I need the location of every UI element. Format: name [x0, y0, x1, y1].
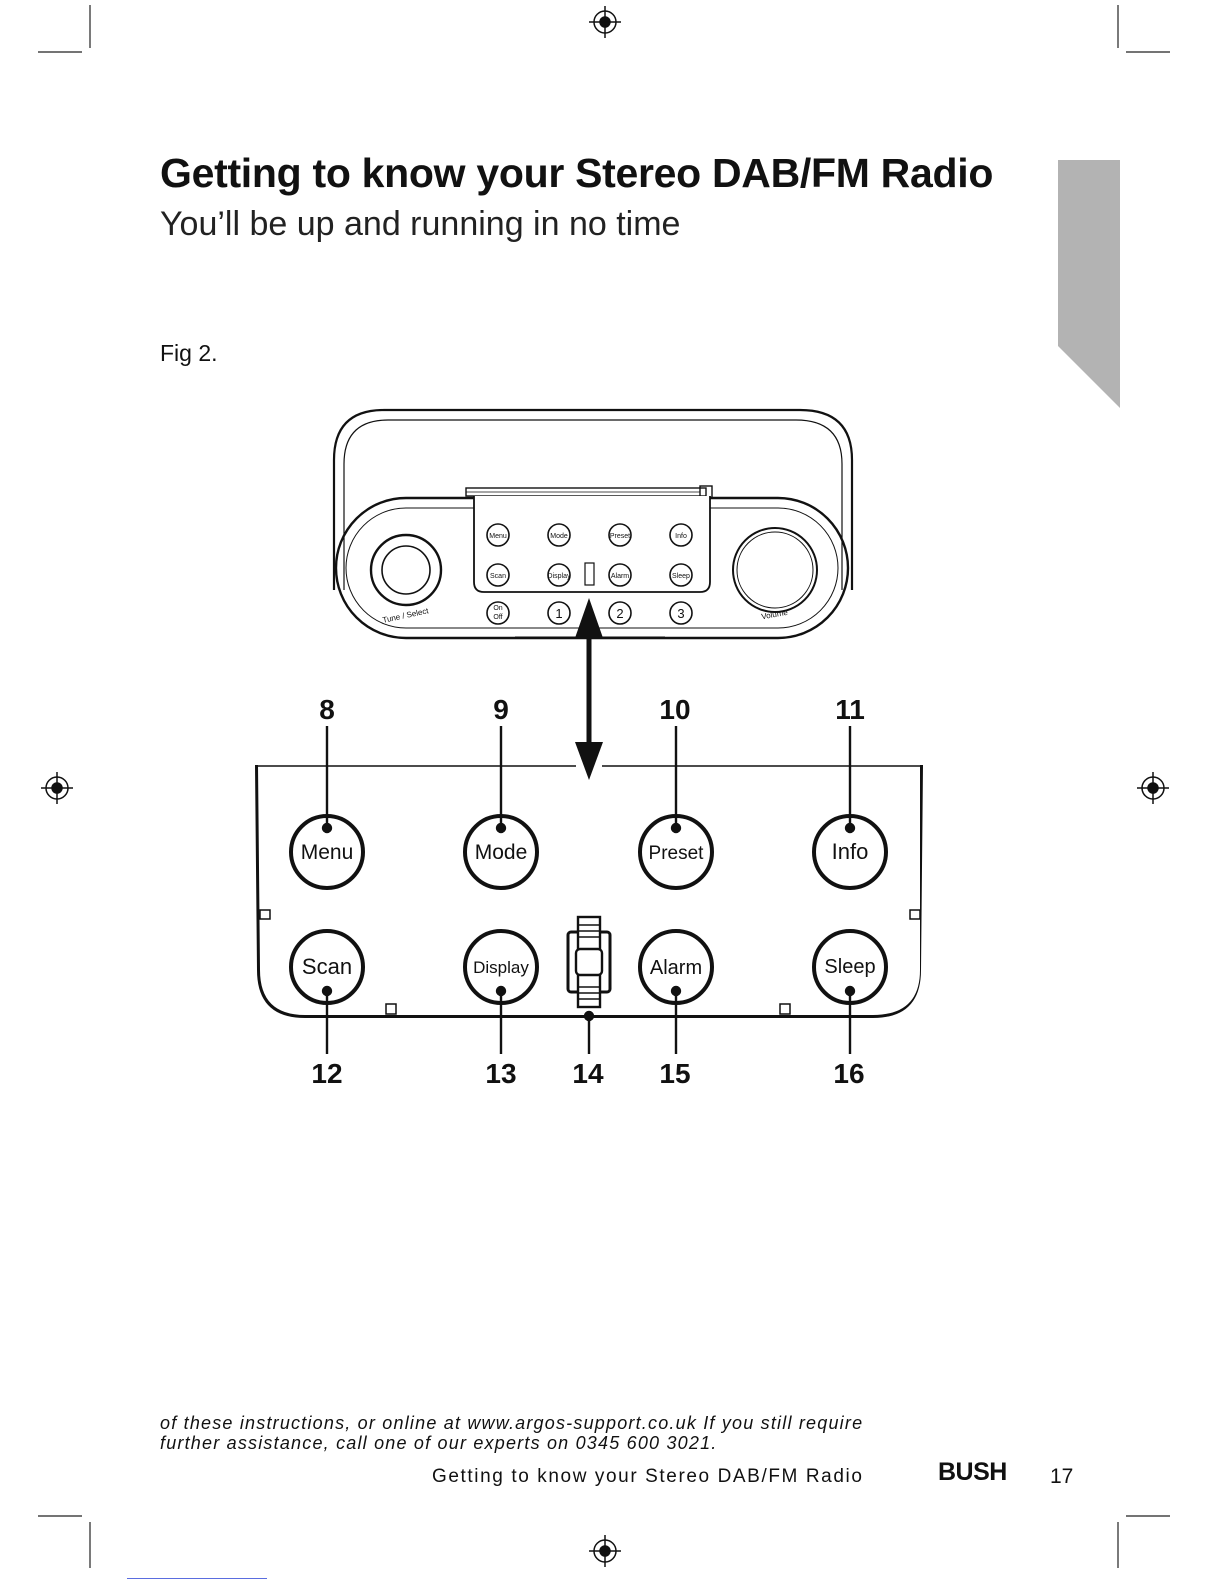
callout-14: 14 — [572, 1058, 604, 1089]
page-subtitle: You’ll be up and running in no time — [160, 205, 681, 243]
radio-label-preset: Preset — [609, 533, 631, 540]
panel-label-alarm: Alarm — [649, 957, 703, 979]
callout-15: 15 — [659, 1058, 691, 1089]
callout-12: 12 — [311, 1058, 343, 1089]
bottom-link-underline — [127, 1578, 267, 1579]
running-footer-title: Getting to know your Stereo DAB/FM Radio — [432, 1466, 864, 1487]
radio-label-on: On — [493, 605, 503, 612]
radio-illustration — [334, 410, 852, 638]
support-note-line-1: of these instructions, or online at www.argos-support.co.uk If you still require — [160, 1413, 864, 1433]
callout-13: 13 — [485, 1058, 517, 1089]
panel-label-display: Display — [473, 958, 529, 977]
zoom-double-arrow — [575, 598, 603, 780]
support-note-line-2: further assistance, call one of our experts on 0345 600 3021. — [160, 1433, 718, 1453]
support-note — [160, 1413, 1020, 1453]
callout-8: 8 — [319, 694, 335, 725]
callout-10: 10 — [659, 694, 691, 725]
bush-logo: BUSH — [938, 1458, 1007, 1486]
radio-preset-3: 3 — [677, 606, 685, 621]
callout-11: 11 — [835, 694, 865, 725]
radio-label-alarm: Alarm — [610, 573, 630, 580]
panel-label-sleep: Sleep — [824, 956, 876, 978]
radio-label-off: Off — [493, 614, 503, 621]
volume-label: Volume — [760, 607, 789, 622]
radio-label-info: Info — [675, 533, 687, 540]
figure-label: Fig 2. — [160, 340, 218, 366]
panel-label-menu: Menu — [300, 841, 354, 864]
radio-label-menu: Menu — [489, 533, 507, 540]
panel-label-mode: Mode — [474, 841, 528, 864]
callout-9: 9 — [493, 694, 509, 725]
registration-mark-bottom — [589, 1535, 621, 1567]
tune-select-label: Tune / Select — [381, 606, 430, 625]
radio-preset-1: 1 — [555, 606, 563, 621]
radio-label-sleep: Sleep — [672, 573, 690, 580]
headphone-slide-switch — [568, 917, 610, 1007]
radio-label-mode: Mode — [550, 533, 568, 540]
radio-preset-numbers — [555, 606, 684, 621]
page-title: Getting to know your Stereo DAB/FM Radio — [160, 150, 994, 196]
panel-label-preset: Preset — [648, 843, 704, 864]
callout-16: 16 — [833, 1058, 865, 1089]
radio-preset-2: 2 — [616, 606, 624, 621]
radio-label-display: Display — [547, 573, 571, 580]
panel-label-scan: Scan — [301, 954, 353, 979]
panel-label-info: Info — [831, 839, 869, 864]
radio-label-scan: Scan — [490, 573, 506, 580]
page-number: 17 — [1050, 1465, 1074, 1488]
